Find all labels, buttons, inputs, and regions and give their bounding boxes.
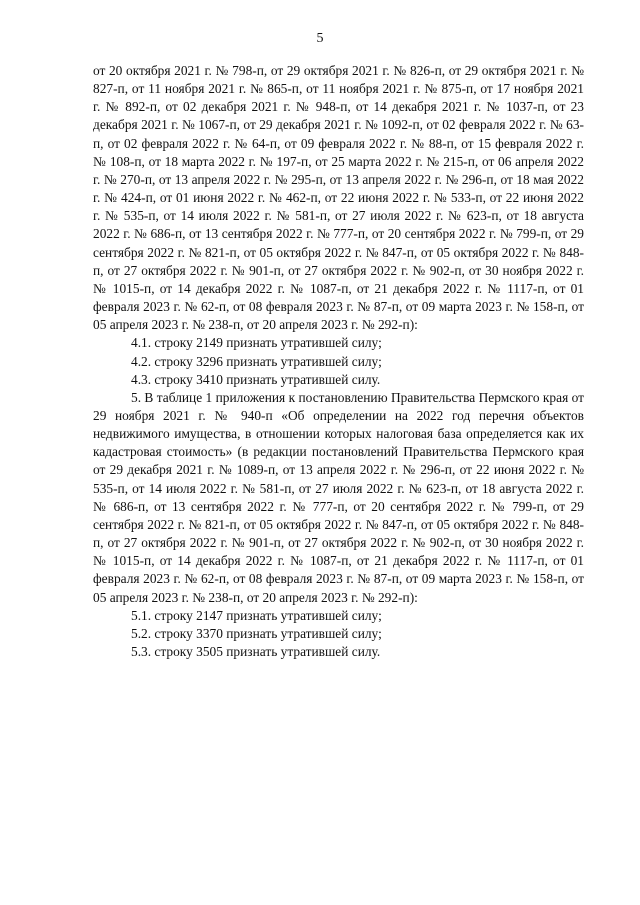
page-number: 5 xyxy=(316,31,324,46)
paragraph-item-5: 5. В таблице 1 приложения к постановлению Правительства Пермского края от 29 ноября 2021 г. № 940-п «Об определении на 2022 год перечня объектов недвижимого имущества, в отношении которых налоговая база определяется как их кадастровая стоимость» (в редакции постановлений Правительства Пермского края от 29 декабря 2021 г. № 1089-п, от 13 апреля 2022 г. № 296-п, от 22 июня 2022 г. № 535-п, от 14 июля 2022 г. № 581-п, от 27 июля 2022 г. № 623-п, от 18 августа 2022 г. № 686-п, от 13 сентября 2022 г. № 777-п, от 20 сентября 2022 г. № 799-п, от 29 сентября 2022 г. № 821-п, от 05 октября 2022 г. № 847-п, от 05 октября 2022 г. № 848-п, от 27 октября 2022 г. № 901-п, от 27 октября 2022 г. № 902-п, от 30 ноября 2022 г. № 1015-п, от 14 декабря 2022 г. № 1087-п, от 21 декабря 2022 г. № 1117-п, от 01 февраля 2023 г. № 62-п, от 08 февраля 2023 г. № 87-п, от 09 марта 2023 г. № 158-п, от 05 апреля 2023 г. № 238-п, от 20 апреля 2023 г. № 292-п): xyxy=(93,389,584,605)
list-item: 4.3. строку 3410 признать утратившей силу. xyxy=(131,371,381,387)
list-item: 4.1. строку 2149 признать утратившей силу; xyxy=(131,335,382,351)
list-item: 5.2. строку 3370 признать утратившей силу; xyxy=(131,625,382,641)
document-body xyxy=(93,62,584,661)
paragraph-continuation: от 20 октября 2021 г. № 798-п, от 29 октября 2021 г. № 826-п, от 29 октября 2021 г. № 827-п, от 11 ноября 2021 г. № 865-п, от 11 ноября 2021 г. № 875-п, от 17 ноября 2021 г. № 892-п, от 02 декабря 2021 г. № 948-п, от 14 декабря 2021 г. № 1037-п, от 23 декабря 2021 г. № 1067-п, от 29 декабря 2021 г. № 1092-п, от 02 февраля 2022 г. № 63-п, от 02 февраля 2022 г. № 64-п, от 09 февраля 2022 г. № 88-п, от 15 февраля 2022 г. № 108-п, от 18 марта 2022 г. № 197-п, от 25 марта 2022 г. № 215-п, от 06 апреля 2022 г. № 270-п, от 13 апреля 2022 г. № 295-п, от 13 апреля 2022 г. № 296-п, от 18 мая 2022 г. № 424-п, от 01 июня 2022 г. № 462-п, от 22 июня 2022 г. № 533-п, от 22 июня 2022 г. № 535-п, от 14 июля 2022 г. № 581-п, от 27 июля 2022 г. № 623-п, от 18 августа 2022 г. № 686-п, от 13 сентября 2022 г. № 777-п, от 20 сентября 2022 г. № 799-п, от 29 сентября 2022 г. № 821-п, от 05 октября 2022 г. № 847-п, от 05 октября 2022 г. № 848-п, от 27 октября 2022 г. № 901-п, от 27 октября 2022 г. № 902-п, от 30 ноября 2022 г. № 1015-п, от 14 декабря 2022 г. № 1087-п, от 21 декабря 2022 г. № 1117-п, от 01 февраля 2023 г. № 62-п, от 08 февраля 2023 г. № 87-п, от 09 марта 2023 г. № 158-п, от 05 апреля 2023 г. № 238-п, от 20 апреля 2023 г. № 292-п): xyxy=(93,63,584,333)
list-item: 4.2. строку 3296 признать утратившей силу; xyxy=(131,353,382,369)
list-item: 5.3. строку 3505 признать утратившей силу. xyxy=(131,644,381,659)
list-item: 5.1. строку 2147 признать утратившей силу; xyxy=(131,607,382,623)
